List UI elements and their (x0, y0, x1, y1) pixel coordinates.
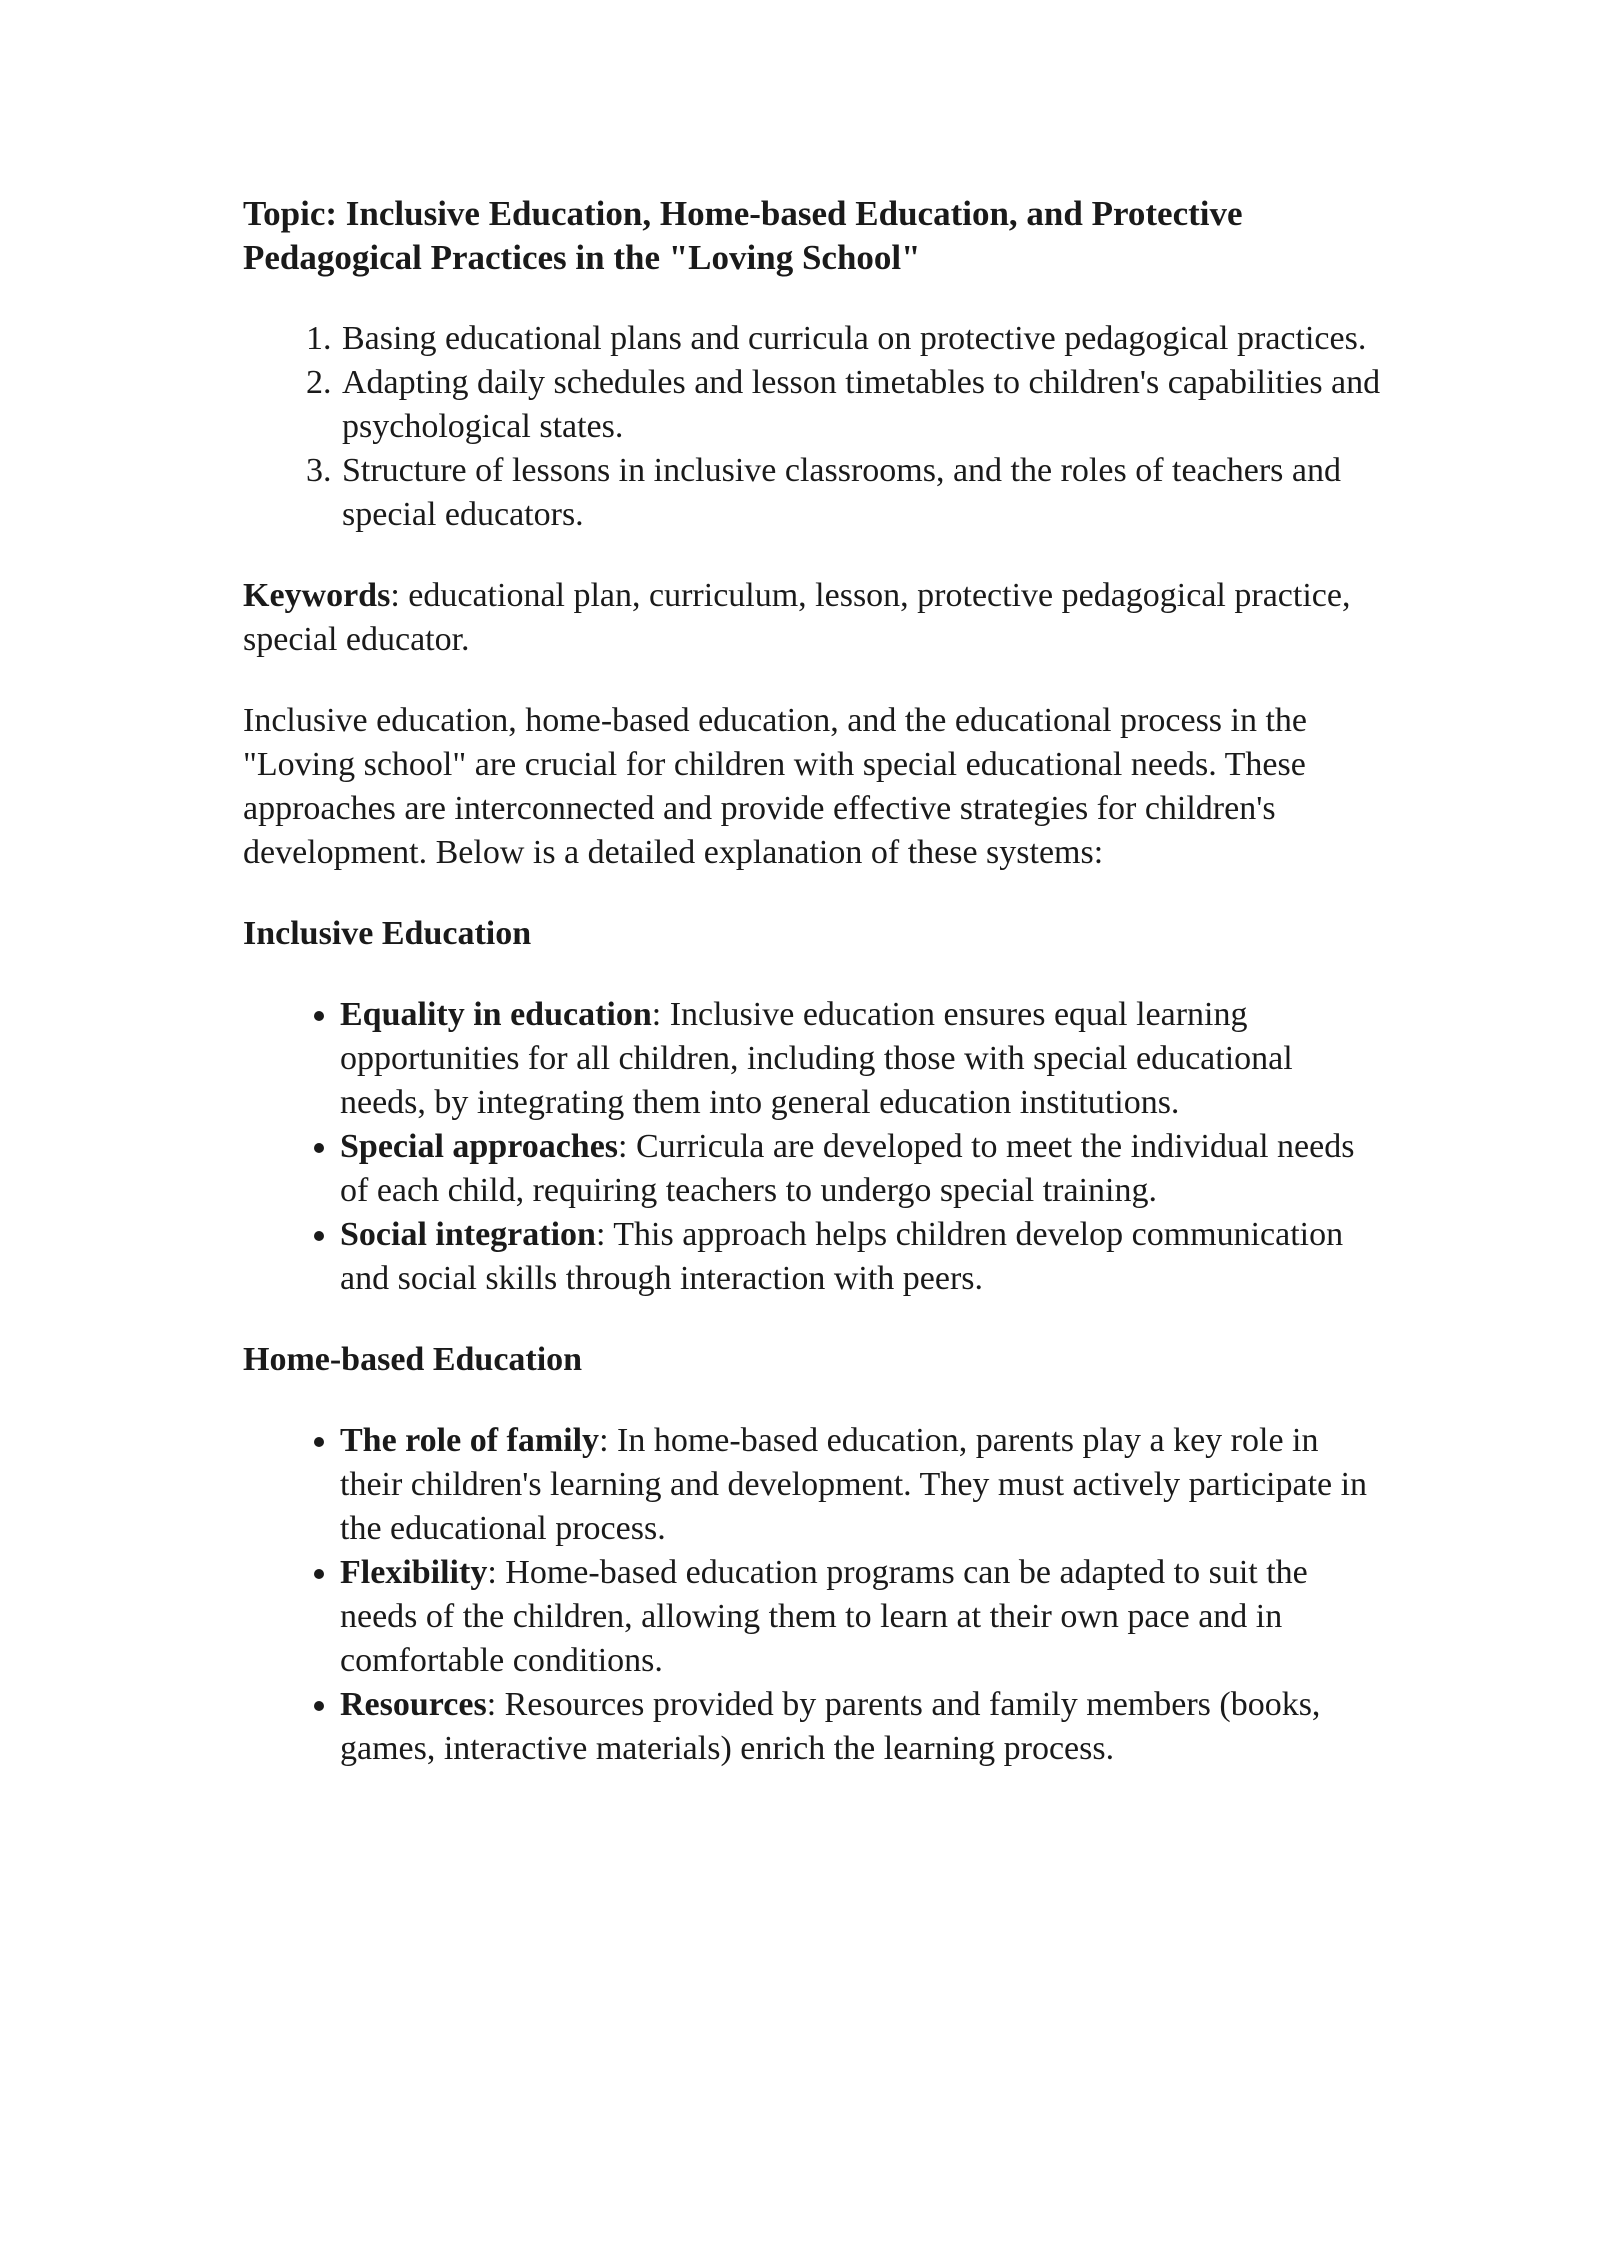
inclusive-education-list (243, 993, 1383, 1301)
keywords-label: Keywords (243, 577, 391, 614)
list-item-term: Resources (340, 1686, 487, 1723)
document-title: Topic: Inclusive Education, Home-based Education, and Protective Pedagogical Practices in the "Loving School" (243, 194, 1243, 277)
list-item-text: : In home-based education, parents play a key role in their children's learning and development. They must actively participate in the educational process. (340, 1422, 1368, 1547)
list-item (340, 993, 1383, 1125)
list-item-term: Social integration (340, 1216, 596, 1253)
home-based-education-list (243, 1419, 1383, 1771)
list-item (340, 1551, 1383, 1683)
numbered-list-item: 2. Adapting daily schedules and lesson timetables to children's capabilities and psychological states. (340, 361, 1383, 449)
list-item-text: : Curricula are developed to meet the individual needs of each child, requiring teachers to undergo special training. (340, 1128, 1355, 1209)
list-item-term: Equality in education (340, 996, 652, 1033)
numbered-list-item: 1. Basing educational plans and curricula on protective pedagogical practices. (340, 317, 1383, 361)
list-item-text: : Inclusive education ensures equal learning opportunities for all children, including those with special educational needs, by integrating them into general education institutions. (340, 996, 1293, 1121)
list-item (340, 1419, 1383, 1551)
list-item (340, 1125, 1383, 1213)
list-item-text: : This approach helps children develop communication and social skills through interaction with peers. (340, 1216, 1344, 1297)
list-item-term: Flexibility (340, 1554, 488, 1591)
section-heading-home-based-education: Home-based Education (243, 1341, 583, 1378)
list-item (340, 1683, 1383, 1771)
keywords-paragraph (243, 574, 1383, 662)
intro-paragraph: Inclusive education, home-based education, and the educational process in the "Loving school" are crucial for children with special educational needs. These approaches are interconnected and provide effective strategies for children's development. Below is a detailed explanation of these systems: (243, 702, 1308, 871)
keywords-text: : educational plan, curriculum, lesson, protective pedagogical practice, special educator. (243, 577, 1351, 658)
list-item (340, 1213, 1383, 1301)
list-item-term: The role of family (340, 1422, 600, 1459)
section-heading-inclusive-education: Inclusive Education (243, 915, 532, 952)
topics-numbered-list (243, 317, 1383, 537)
numbered-list-item: 3. Structure of lessons in inclusive classrooms, and the roles of teachers and special educators. (340, 449, 1383, 537)
document-page (243, 192, 1383, 1808)
list-item-term: Special approaches (340, 1128, 619, 1165)
list-item-text: : Home-based education programs can be adapted to suit the needs of the children, allowing them to learn at their own pace and in comfortable conditions. (340, 1554, 1308, 1679)
list-item-text: : Resources provided by parents and family members (books, games, interactive materials) enrich the learning process. (340, 1686, 1321, 1767)
